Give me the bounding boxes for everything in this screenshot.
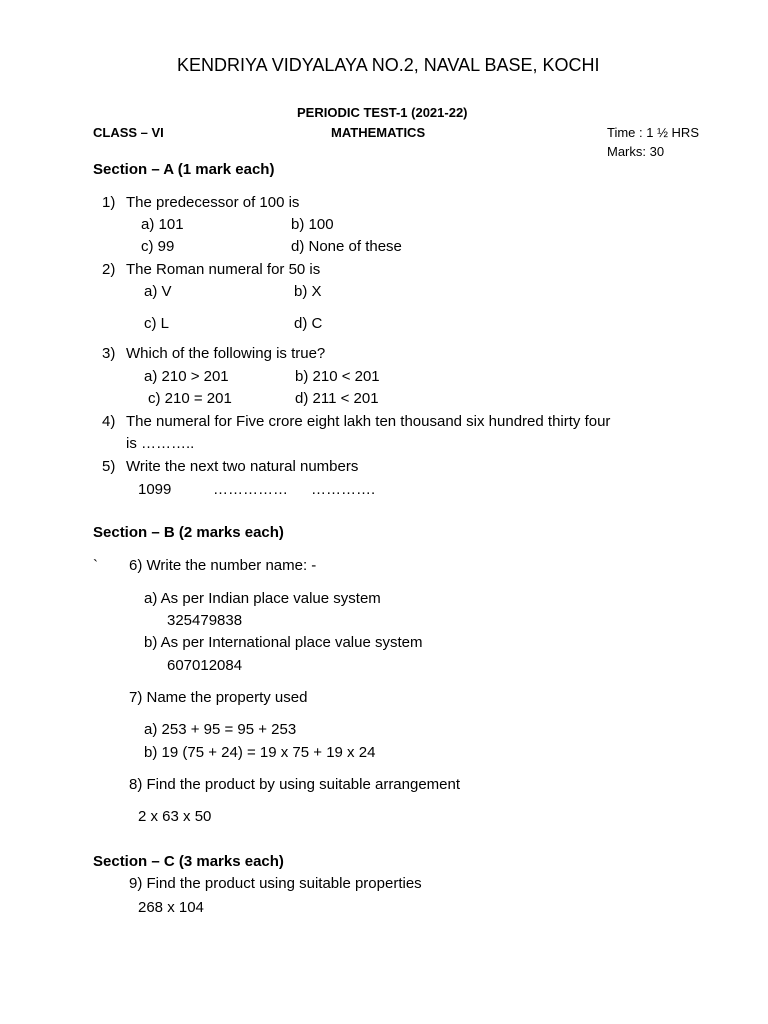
q3-text: Which of the following is true? bbox=[126, 345, 326, 362]
q6-text: 6) Write the number name: - bbox=[129, 557, 317, 574]
q4-number: 4) bbox=[102, 413, 116, 430]
time-label: Time : 1 ½ HRS bbox=[607, 125, 699, 140]
section-b-title: Section – B (2 marks each) bbox=[93, 524, 284, 541]
q6-option-a-value: 325479838 bbox=[167, 612, 243, 629]
school-name: KENDRIYA VIDYALAYA NO.2, NAVAL BASE, KOCHI bbox=[177, 55, 600, 75]
q3-option-d: d) 211 < 201 bbox=[295, 390, 379, 407]
q3-option-b: b) 210 < 201 bbox=[295, 368, 380, 385]
q1-number: 1) bbox=[102, 194, 116, 211]
q5-blank-1: …………… bbox=[213, 481, 288, 498]
q6-option-a: a) As per Indian place value system bbox=[144, 590, 381, 607]
q5-number: 5) bbox=[102, 458, 116, 475]
q6-option-b: b) As per International place value system bbox=[144, 634, 423, 651]
section-c-title: Section – C (3 marks each) bbox=[93, 853, 284, 870]
q4-text: The numeral for Five crore eight lakh ten thousand six hundred thirty four bbox=[126, 413, 611, 430]
q3-option-a: a) 210 > 201 bbox=[144, 368, 229, 385]
q5-blank-2: …………. bbox=[311, 481, 376, 498]
q1-option-b: b) 100 bbox=[291, 216, 334, 233]
q1-text: The predecessor of 100 is bbox=[126, 194, 300, 211]
q5-text: Write the next two natural numbers bbox=[126, 458, 359, 475]
section-a-title: Section – A (1 mark each) bbox=[93, 161, 275, 178]
q3-option-c: c) 210 = 201 bbox=[148, 390, 232, 407]
test-title: PERIODIC TEST-1 (2021-22) bbox=[297, 105, 468, 120]
q7-text: 7) Name the property used bbox=[129, 689, 308, 706]
q7-option-b: b) 19 (75 + 24) = 19 x 75 + 19 x 24 bbox=[144, 744, 376, 761]
q9-expression: 268 x 104 bbox=[138, 899, 204, 916]
q5-start-number: 1099 bbox=[138, 481, 172, 498]
q4-text-continued: is ……….. bbox=[126, 435, 195, 452]
q2-text: The Roman numeral for 50 is bbox=[126, 261, 321, 278]
q2-option-d: d) C bbox=[294, 315, 323, 332]
q2-number: 2) bbox=[102, 261, 116, 278]
stray-mark: ` bbox=[93, 557, 98, 574]
q9-text: 9) Find the product using suitable properties bbox=[129, 875, 422, 892]
q2-option-c: c) L bbox=[144, 315, 170, 332]
q1-option-d: d) None of these bbox=[291, 238, 402, 255]
q8-expression: 2 x 63 x 50 bbox=[138, 808, 212, 825]
q2-option-b: b) X bbox=[294, 283, 322, 300]
q6-option-b-value: 607012084 bbox=[167, 657, 243, 674]
q7-option-a: a) 253 + 95 = 95 + 253 bbox=[144, 721, 297, 738]
q2-option-a: a) V bbox=[144, 283, 172, 300]
q1-option-a: a) 101 bbox=[141, 216, 184, 233]
q1-option-c: c) 99 bbox=[141, 238, 175, 255]
subject-label: MATHEMATICS bbox=[331, 125, 426, 140]
q8-text: 8) Find the product by using suitable arrangement bbox=[129, 776, 461, 793]
q3-number: 3) bbox=[102, 345, 116, 362]
class-label: CLASS – VI bbox=[93, 125, 164, 140]
marks-label: Marks: 30 bbox=[607, 144, 665, 159]
